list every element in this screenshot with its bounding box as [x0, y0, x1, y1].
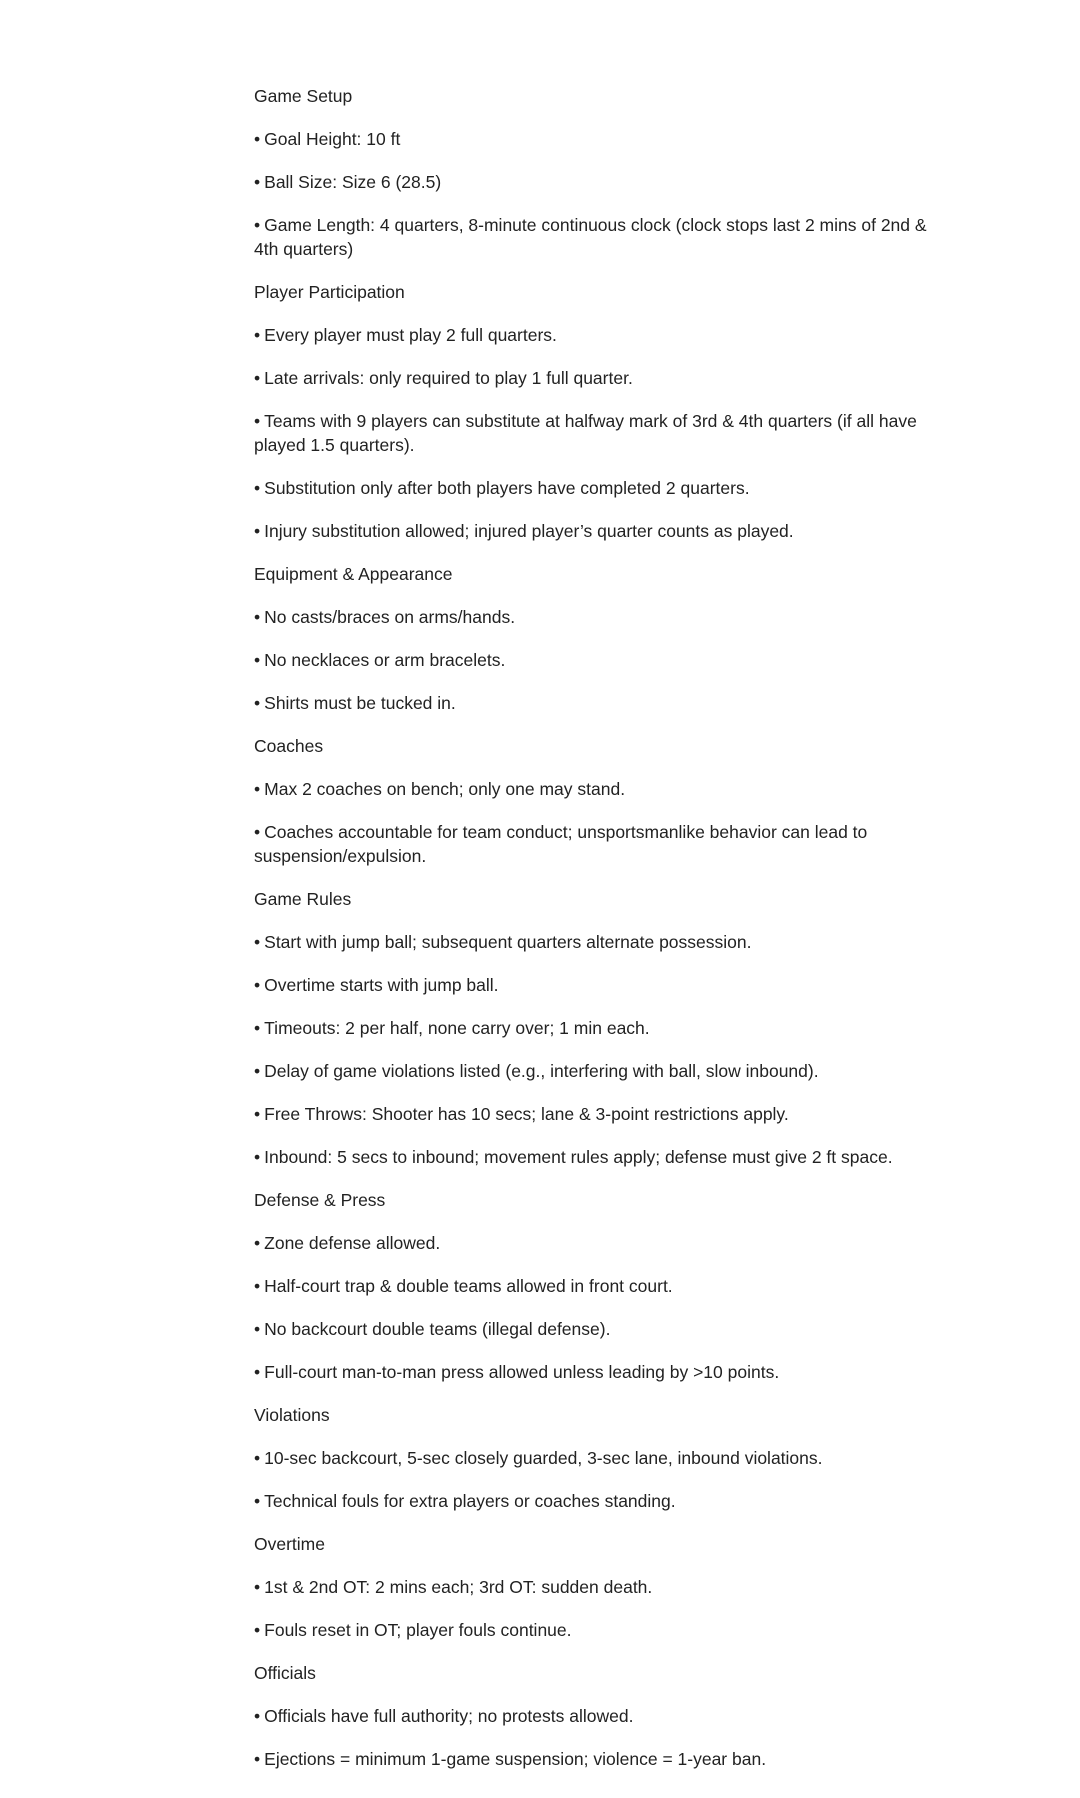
section-player-participation [254, 280, 934, 543]
section-heading: Violations [254, 1405, 330, 1425]
bullet-text: No necklaces or arm bracelets. [264, 650, 506, 670]
bullet-text: Technical fouls for extra players or coaches standing. [264, 1491, 676, 1511]
section-equipment-appearance [254, 562, 934, 715]
bullet-text: Teams with 9 players can substitute at halfway mark of 3rd & 4th quarters (if all have played 1.5 quarters). [254, 411, 917, 455]
bullet-text: Ball Size: Size 6 (28.5) [264, 172, 442, 192]
bullet-item: • Late arrivals: only required to play 1 full quarter. [254, 368, 633, 388]
bullet-item: • Teams with 9 players can substitute at halfway mark of 3rd & 4th quarters (if all have played 1.5 quarters). [254, 411, 917, 455]
bullet-text: Overtime starts with jump ball. [264, 975, 499, 995]
bullet-text: Half-court trap & double teams allowed in front court. [264, 1276, 673, 1296]
section-heading: Overtime [254, 1534, 325, 1554]
bullet-text: Fouls reset in OT; player fouls continue. [264, 1620, 572, 1640]
bullet-item: • Game Length: 4 quarters, 8-minute continuous clock (clock stops last 2 mins of 2nd & 4th quarters) [254, 215, 927, 259]
section-coaches [254, 734, 934, 868]
bullet-text: Injury substitution allowed; injured player’s quarter counts as played. [264, 521, 794, 541]
bullet-item: • Free Throws: Shooter has 10 secs; lane & 3-point restrictions apply. [254, 1104, 789, 1124]
bullet-item: • Every player must play 2 full quarters. [254, 325, 557, 345]
section-officials [254, 1661, 934, 1771]
section-heading: Equipment & Appearance [254, 564, 453, 584]
bullet-item: • Zone defense allowed. [254, 1233, 441, 1253]
bullet-item: • Coaches accountable for team conduct; unsportsmanlike behavior can lead to suspension/expulsion. [254, 822, 868, 866]
document-body [254, 84, 934, 1790]
section-violations [254, 1403, 934, 1513]
bullet-text: No casts/braces on arms/hands. [264, 607, 516, 627]
bullet-text: Free Throws: Shooter has 10 secs; lane & 3-point restrictions apply. [264, 1104, 789, 1124]
bullet-text: Inbound: 5 secs to inbound; movement rules apply; defense must give 2 ft space. [264, 1147, 893, 1167]
bullet-text: Max 2 coaches on bench; only one may stand. [264, 779, 626, 799]
bullet-text: Ejections = minimum 1-game suspension; violence = 1-year ban. [264, 1749, 767, 1769]
bullet-text: Start with jump ball; subsequent quarters alternate possession. [264, 932, 752, 952]
section-heading: Game Rules [254, 889, 352, 909]
bullet-item: • Delay of game violations listed (e.g., interfering with ball, slow inbound). [254, 1061, 819, 1081]
bullet-item: • No casts/braces on arms/hands. [254, 607, 516, 627]
bullet-item: • Shirts must be tucked in. [254, 693, 456, 713]
section-heading: Game Setup [254, 86, 353, 106]
bullet-item: • Ejections = minimum 1-game suspension; violence = 1-year ban. [254, 1749, 767, 1769]
bullet-item: • Inbound: 5 secs to inbound; movement rules apply; defense must give 2 ft space. [254, 1147, 893, 1167]
bullet-item: • Fouls reset in OT; player fouls continue. [254, 1620, 572, 1640]
bullet-text: Every player must play 2 full quarters. [264, 325, 557, 345]
bullet-item: • Full-court man-to-man press allowed unless leading by >10 points. [254, 1362, 780, 1382]
bullet-item: • Ball Size: Size 6 (28.5) [254, 172, 442, 192]
bullet-item: • Timeouts: 2 per half, none carry over; 1 min each. [254, 1018, 650, 1038]
section-heading: Coaches [254, 736, 324, 756]
section-heading: Officials [254, 1663, 316, 1683]
bullet-item: • Technical fouls for extra players or coaches standing. [254, 1491, 676, 1511]
bullet-item: • No backcourt double teams (illegal defense). [254, 1319, 611, 1339]
bullet-text: 10-sec backcourt, 5-sec closely guarded, 3-sec lane, inbound violations. [264, 1448, 823, 1468]
bullet-text: Goal Height: 10 ft [264, 129, 401, 149]
bullet-item: • Max 2 coaches on bench; only one may stand. [254, 779, 626, 799]
bullet-text: No backcourt double teams (illegal defense). [264, 1319, 611, 1339]
bullet-text: Delay of game violations listed (e.g., interfering with ball, slow inbound). [264, 1061, 819, 1081]
bullet-text: Coaches accountable for team conduct; unsportsmanlike behavior can lead to suspension/expulsion. [254, 822, 868, 866]
section-game-rules [254, 887, 934, 1169]
bullet-item: • Half-court trap & double teams allowed in front court. [254, 1276, 673, 1296]
section-overtime [254, 1532, 934, 1642]
bullet-item: • 1st & 2nd OT: 2 mins each; 3rd OT: sudden death. [254, 1577, 653, 1597]
bullet-text: 1st & 2nd OT: 2 mins each; 3rd OT: sudden death. [264, 1577, 653, 1597]
bullet-item: • Substitution only after both players have completed 2 quarters. [254, 478, 750, 498]
bullet-text: Officials have full authority; no protests allowed. [264, 1706, 634, 1726]
bullet-text: Game Length: 4 quarters, 8-minute continuous clock (clock stops last 2 mins of 2nd & 4th quarters) [254, 215, 927, 259]
bullet-item: • Officials have full authority; no protests allowed. [254, 1706, 634, 1726]
bullet-item: • Goal Height: 10 ft [254, 129, 401, 149]
section-game-setup [254, 84, 934, 261]
bullet-text: Substitution only after both players have completed 2 quarters. [264, 478, 750, 498]
bullet-item: • No necklaces or arm bracelets. [254, 650, 506, 670]
bullet-item: • Start with jump ball; subsequent quarters alternate possession. [254, 932, 752, 952]
bullet-item: • 10-sec backcourt, 5-sec closely guarded, 3-sec lane, inbound violations. [254, 1448, 823, 1468]
bullet-text: Shirts must be tucked in. [264, 693, 456, 713]
bullet-text: Late arrivals: only required to play 1 full quarter. [264, 368, 633, 388]
section-heading: Defense & Press [254, 1190, 386, 1210]
section-defense-press [254, 1188, 934, 1384]
bullet-text: Timeouts: 2 per half, none carry over; 1 min each. [264, 1018, 650, 1038]
section-heading: Player Participation [254, 282, 405, 302]
bullet-text: Zone defense allowed. [264, 1233, 441, 1253]
bullet-item: • Overtime starts with jump ball. [254, 975, 499, 995]
bullet-item: • Injury substitution allowed; injured player’s quarter counts as played. [254, 521, 794, 541]
bullet-text: Full-court man-to-man press allowed unless leading by >10 points. [264, 1362, 780, 1382]
